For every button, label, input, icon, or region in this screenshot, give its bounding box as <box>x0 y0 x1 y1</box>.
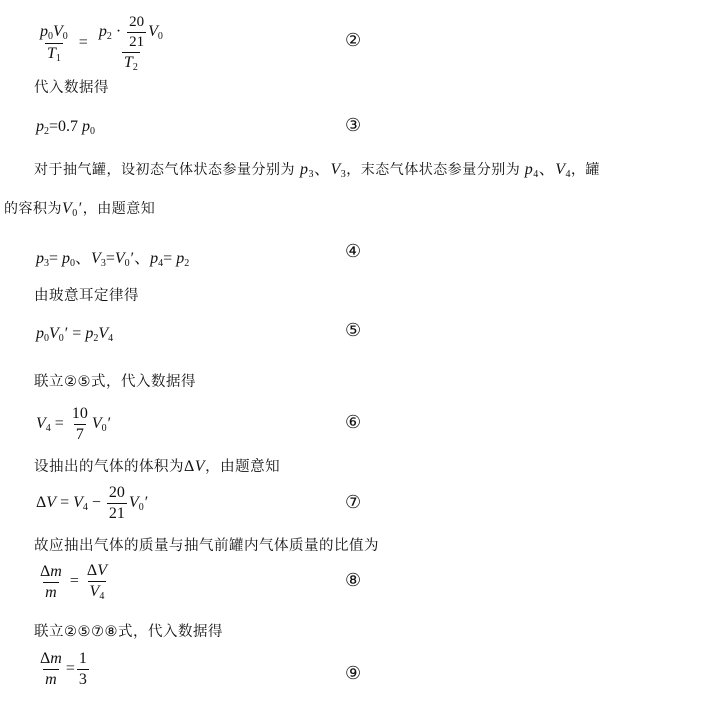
fraction-dm-m: $\frac{\Delta m}{m}$ <box>40 562 62 601</box>
text-combine-2-5: 联立②⑤式，代入数据得 <box>34 374 196 390</box>
text-substitute: 代入数据得 <box>34 80 109 96</box>
equation-number-7: ⑦ <box>345 492 362 513</box>
fraction-1-3: $\frac{1}{3}$ <box>78 650 87 688</box>
equation-6: $V_4$ = $\frac{10}{7}$ $V_0'$ <box>36 405 112 443</box>
fraction-dm-m-final: $\frac{\Delta m}{m}$ <box>40 650 62 688</box>
text-extracted-volume: 设抽出的气体的体积为ΔV，由题意知 <box>34 458 281 475</box>
fraction-10-7: $\frac{10}{7}$ <box>71 405 88 443</box>
equation-number-6: ⑥ <box>345 412 362 433</box>
equation-3: $p_2=0.7$ $p_0$ <box>36 118 96 137</box>
equation-4: $p_3= p_0$、$V_3=V_0'$、$p_4= p_2$ <box>36 250 190 269</box>
fraction-dv-v4: $\frac{\Delta V}{V_4}$ <box>86 562 107 602</box>
equation-7: $\Delta V = V_4$ − $\frac{20}{21}$ $V_0'$ <box>36 484 149 522</box>
equation-number-5: ⑤ <box>345 320 362 341</box>
fraction-left: $\frac{p_0V_0}{T_1}$ <box>40 23 68 64</box>
equation-2: $\frac{p_0V_0}{T_1}$ = $p_2$ · $\frac{20}{21}$ $V_0$ $T_2$ <box>40 14 163 73</box>
text-paragraph-line2: 的容积为$V_0'$，由题意知 <box>4 200 156 219</box>
equation-number-4: ④ <box>345 241 362 262</box>
text-combine-final: 联立②⑤⑦⑧式，代入数据得 <box>34 624 223 640</box>
equation-9: $\frac{\Delta m}{m}$ = $\frac{1}{3}$ <box>40 650 87 688</box>
equation-5: $p_0V_0' = p_2V_4$ <box>36 325 114 344</box>
equation-number-8: ⑧ <box>345 570 362 591</box>
text-paragraph-line1: 对于抽气罐，设初态气体状态参量分别为 $p_3$、$V_3$，末态气体状态参量分别为 $p_4$、$V_4$，罐 <box>34 161 601 180</box>
fraction-20-21: $\frac{20}{21}$ <box>108 484 125 522</box>
equation-number-2: ② <box>345 30 362 51</box>
equation-8: $\frac{\Delta m}{m}$ = $\frac{\Delta V}{V_4}$ <box>40 562 107 602</box>
text-boyle-law: 由玻意耳定律得 <box>34 288 139 304</box>
equation-number-3: ③ <box>345 115 362 136</box>
fraction-right: $p_2$ · $\frac{20}{21}$ $V_0$ $T_2$ <box>98 14 163 73</box>
text-mass-ratio: 故应抽出气体的质量与抽气前罐内气体质量的比值为 <box>34 538 379 554</box>
equation-number-9: ⑨ <box>345 663 362 684</box>
